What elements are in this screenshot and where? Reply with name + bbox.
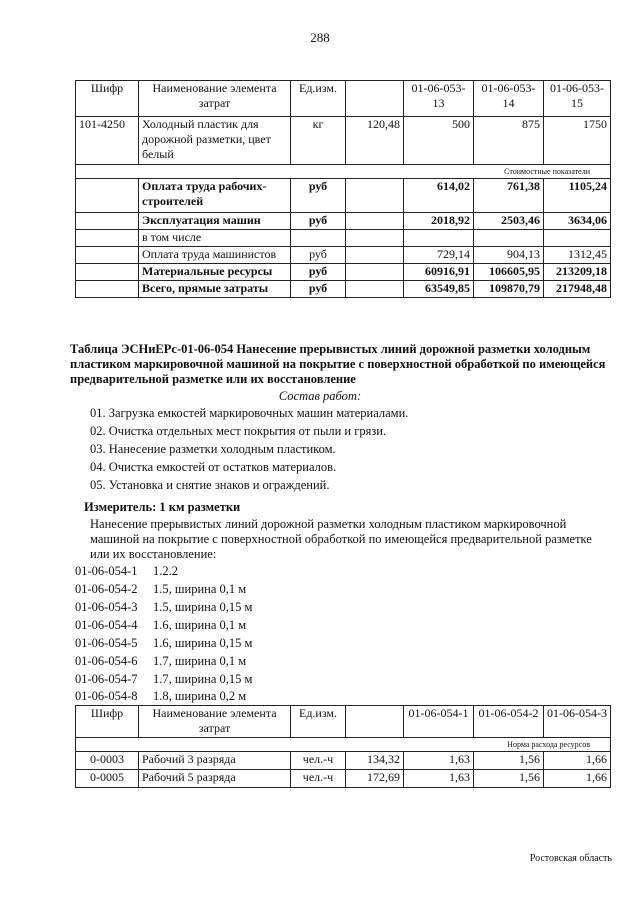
row-name: Оплата труда машинистов bbox=[139, 247, 291, 264]
cell: 101-4250 bbox=[76, 117, 139, 165]
footer-region: Ростовская область bbox=[529, 853, 612, 864]
row-unit: руб bbox=[291, 264, 346, 281]
cell: чел.-ч bbox=[291, 770, 346, 788]
row-value: 60916,91 bbox=[404, 264, 474, 281]
code-value: 1.5, ширина 0,1 м bbox=[153, 582, 247, 596]
header-cell: Шифр bbox=[76, 81, 139, 117]
row-value: 1312,45 bbox=[544, 247, 611, 264]
work-item: 01. Загрузка емкостей маркировочных машин материалами. bbox=[90, 406, 409, 420]
table-header-row bbox=[76, 706, 611, 738]
works-title: Состав работ: bbox=[278, 389, 362, 403]
table-title: Таблица ЭСНиЕРс-01-06-054 Нанесение прерывистых линий дорожной разметки холодным пластиком маркировочной машиной на покрытие с поверхностной обработкой по имеющейся предварительной разметке или их восстановление bbox=[70, 342, 606, 386]
header-cell: Ед.изм. bbox=[291, 706, 346, 738]
cell: чел.-ч bbox=[291, 752, 346, 770]
cost-label-row bbox=[76, 165, 611, 179]
work-item: 02. Очистка отдельных мест покрытия от пыли и грязи. bbox=[90, 424, 387, 438]
meter-label: Измеритель: 1 км разметки bbox=[84, 500, 241, 514]
table-header-row bbox=[76, 81, 611, 117]
cell: 1,56 bbox=[474, 770, 544, 788]
row-value: 3634,06 bbox=[544, 213, 611, 230]
code-number: 01-06-054-2 bbox=[75, 582, 138, 596]
row-value: 614,02 bbox=[404, 179, 474, 213]
row-name: Всего, прямые затраты bbox=[139, 281, 291, 298]
description: Нанесение прерывистых линий дорожной разметки холодным пластиком маркировочной машиной на покрытие с поверхностной обработкой по имеющейся предварительной разметке или их восстановление: bbox=[90, 517, 592, 561]
header-cell: Ед.изм. bbox=[291, 81, 346, 117]
work-item: 05. Установка и снятие знаков и ограждений. bbox=[90, 478, 330, 492]
cell: 500 bbox=[404, 117, 474, 165]
code-value: 1.7, ширина 0,1 м bbox=[153, 654, 247, 668]
row-value: 2503,46 bbox=[474, 213, 544, 230]
table-row bbox=[76, 247, 611, 264]
table-row bbox=[76, 770, 611, 788]
row-value bbox=[474, 230, 544, 247]
code-number: 01-06-054-8 bbox=[75, 689, 138, 703]
row-value: 1105,24 bbox=[544, 179, 611, 213]
cell: 1,56 bbox=[474, 752, 544, 770]
row-value: 2018,92 bbox=[404, 213, 474, 230]
page-number: 288 bbox=[310, 30, 330, 45]
row-value: 217948,48 bbox=[544, 281, 611, 298]
row-value: 904,13 bbox=[474, 247, 544, 264]
row-name: в том числе bbox=[139, 230, 291, 247]
row-unit: руб bbox=[291, 281, 346, 298]
row-value bbox=[404, 230, 474, 247]
work-item: 03. Нанесение разметки холодным пластиком. bbox=[90, 442, 336, 456]
cell: 0-0005 bbox=[76, 770, 139, 788]
header-cell: 01-06-054-2 bbox=[474, 706, 544, 738]
header-cell: 01-06-054-1 bbox=[404, 706, 474, 738]
header-cell: 01-06-053-15 bbox=[544, 81, 611, 117]
norm-label-row bbox=[76, 738, 611, 752]
norm-label: Норма расхода ресурсов bbox=[76, 738, 611, 752]
resource-table-2 bbox=[75, 705, 611, 788]
header-cell: 01-06-053-13 bbox=[404, 81, 474, 117]
code-number: 01-06-054-1 bbox=[75, 564, 138, 578]
row-value bbox=[544, 230, 611, 247]
cell: 1,63 bbox=[404, 770, 474, 788]
work-item: 04. Очистка емкостей от остатков материалов. bbox=[90, 460, 337, 474]
row-value: 109870,79 bbox=[474, 281, 544, 298]
row-value: 213209,18 bbox=[544, 264, 611, 281]
header-cell: Шифр bbox=[76, 706, 139, 738]
row-value: 729,14 bbox=[404, 247, 474, 264]
header-cell bbox=[346, 81, 404, 117]
header-cell: 01-06-053-14 bbox=[474, 81, 544, 117]
header-cell bbox=[346, 706, 404, 738]
row-unit: руб bbox=[291, 247, 346, 264]
table-row bbox=[76, 264, 611, 281]
cell: 120,48 bbox=[346, 117, 404, 165]
code-value: 1.2.2 bbox=[153, 564, 178, 578]
table-row bbox=[76, 281, 611, 298]
code-value: 1.6, ширина 0,1 м bbox=[153, 618, 247, 632]
resource-table-1 bbox=[75, 80, 611, 298]
code-value: 1.6, ширина 0,15 м bbox=[153, 636, 253, 650]
code-number: 01-06-054-3 bbox=[75, 600, 138, 614]
code-number: 01-06-054-5 bbox=[75, 636, 138, 650]
row-value: 761,38 bbox=[474, 179, 544, 213]
header-cell: 01-06-054-3 bbox=[544, 706, 611, 738]
header-cell: Наименование элемента затрат bbox=[139, 81, 291, 117]
row-unit: руб bbox=[291, 213, 346, 230]
cell: Рабочий 3 разряда bbox=[139, 752, 291, 770]
cell: 1750 bbox=[544, 117, 611, 165]
row-value: 106605,95 bbox=[474, 264, 544, 281]
row-unit bbox=[291, 230, 346, 247]
cell: 0-0003 bbox=[76, 752, 139, 770]
cell: 134,32 bbox=[346, 752, 404, 770]
row-unit: руб bbox=[291, 179, 346, 213]
cost-label: Стоимостные показатели bbox=[76, 165, 611, 179]
cell: Холодный пластик для дорожной разметки, цвет белый bbox=[139, 117, 291, 165]
cell: 1,63 bbox=[404, 752, 474, 770]
code-number: 01-06-054-7 bbox=[75, 672, 138, 686]
code-number: 01-06-054-6 bbox=[75, 654, 138, 668]
cell: кг bbox=[291, 117, 346, 165]
table-row bbox=[76, 230, 611, 247]
cell: 875 bbox=[474, 117, 544, 165]
cell: 172,69 bbox=[346, 770, 404, 788]
code-value: 1.5, ширина 0,15 м bbox=[153, 600, 253, 614]
table-row bbox=[76, 179, 611, 213]
table-row bbox=[76, 117, 611, 165]
code-number: 01-06-054-4 bbox=[75, 618, 138, 632]
cell: 1,66 bbox=[544, 752, 611, 770]
code-value: 1.8, ширина 0,2 м bbox=[153, 689, 247, 703]
header-cell: Наименование элемента затрат bbox=[139, 706, 291, 738]
cell: 1,66 bbox=[544, 770, 611, 788]
code-value: 1.7, ширина 0,15 м bbox=[153, 672, 253, 686]
table-row bbox=[76, 752, 611, 770]
row-name: Материальные ресурсы bbox=[139, 264, 291, 281]
row-value: 63549,85 bbox=[404, 281, 474, 298]
cell: Рабочий 5 разряда bbox=[139, 770, 291, 788]
row-name: Оплата труда рабочих-строителей bbox=[139, 179, 291, 213]
row-name: Эксплуатация машин bbox=[139, 213, 291, 230]
table-row bbox=[76, 213, 611, 230]
